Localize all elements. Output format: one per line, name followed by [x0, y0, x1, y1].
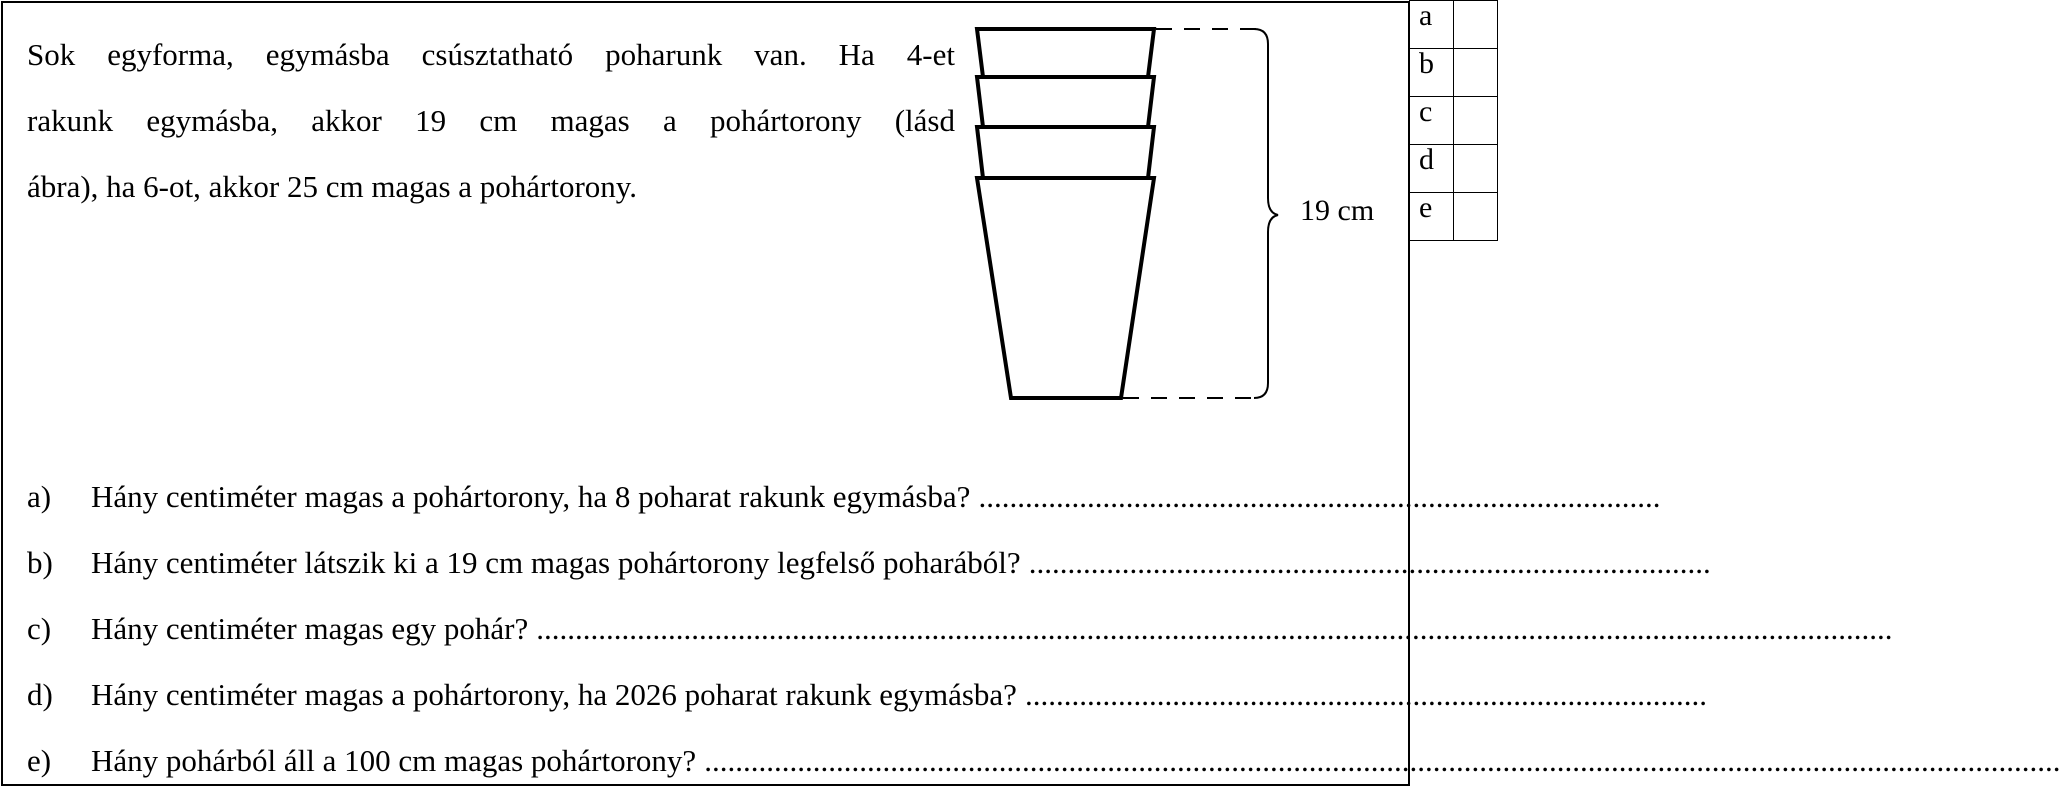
question-text: Hány centiméter látszik ki a 19 cm magas pohártorony legfelső poharából? — [91, 545, 1021, 580]
score-row-label: e — [1410, 193, 1454, 241]
score-row-a — [1410, 1, 1498, 49]
question-a — [27, 464, 1661, 530]
question-b — [27, 530, 1711, 596]
score-row-c — [1410, 97, 1498, 145]
question-e — [27, 728, 2060, 794]
question-letter: c) — [27, 611, 52, 646]
height-label: 19 cm — [1300, 194, 1375, 227]
score-cell-d[interactable] — [1454, 145, 1498, 193]
answer-line-b[interactable]: ........................................................................................ — [1028, 545, 1711, 580]
question-text: Hány centiméter magas a pohártorony, ha 2026 poharat rakunk egymásba? — [91, 677, 1017, 712]
cup-rim-2 — [977, 77, 1154, 127]
question-letter: d) — [27, 677, 53, 712]
intro-line-2: rakunk egymásba, akkor 19 cm magas a pohártorony (lásd — [27, 103, 955, 138]
question-letter: a) — [27, 479, 52, 514]
score-cell-e[interactable] — [1454, 193, 1498, 241]
intro-line-1: Sok egyforma, egymásba csúsztatható poharunk van. Ha 4-et — [27, 37, 955, 72]
score-row-b — [1410, 49, 1498, 97]
question-text: Hány centiméter magas a pohártorony, ha 8 poharat rakunk egymásba? — [91, 479, 971, 514]
cup-rim-3 — [977, 127, 1154, 178]
score-row-d — [1410, 145, 1498, 193]
question-c — [27, 596, 1893, 662]
score-cell-c[interactable] — [1454, 97, 1498, 145]
score-row-label: b — [1410, 49, 1454, 97]
question-list — [27, 464, 2060, 794]
score-row-label: d — [1410, 145, 1454, 193]
score-row-label: a — [1410, 1, 1454, 49]
question-text: Hány pohárból áll a 100 cm magas pohártorony? — [91, 743, 697, 778]
score-cell-b[interactable] — [1454, 49, 1498, 97]
height-brace — [1254, 29, 1278, 398]
cup-tower-figure — [0, 0, 1400, 420]
score-cell-a[interactable] — [1454, 1, 1498, 49]
answer-line-d[interactable]: ........................................................................................ — [1024, 677, 1707, 712]
intro-line-3: ábra), ha 6-ot, akkor 25 cm magas a pohártorony. — [27, 169, 638, 204]
cup-rim-1 — [977, 29, 1154, 77]
question-d — [27, 662, 1707, 728]
score-row-label: c — [1410, 97, 1454, 145]
cup-bottom — [977, 178, 1154, 398]
score-row-e — [1410, 193, 1498, 241]
answer-line-c[interactable]: ............................................................................................................................................................................... — [536, 611, 1893, 646]
question-text: Hány centiméter magas egy pohár? — [91, 611, 529, 646]
score-table — [1409, 0, 1498, 241]
question-letter: b) — [27, 545, 53, 580]
answer-line-e[interactable]: ............................................................................................................................................................................... — [704, 743, 2060, 778]
answer-line-a[interactable]: ........................................................................................ — [978, 479, 1661, 514]
question-letter: e) — [27, 743, 52, 778]
